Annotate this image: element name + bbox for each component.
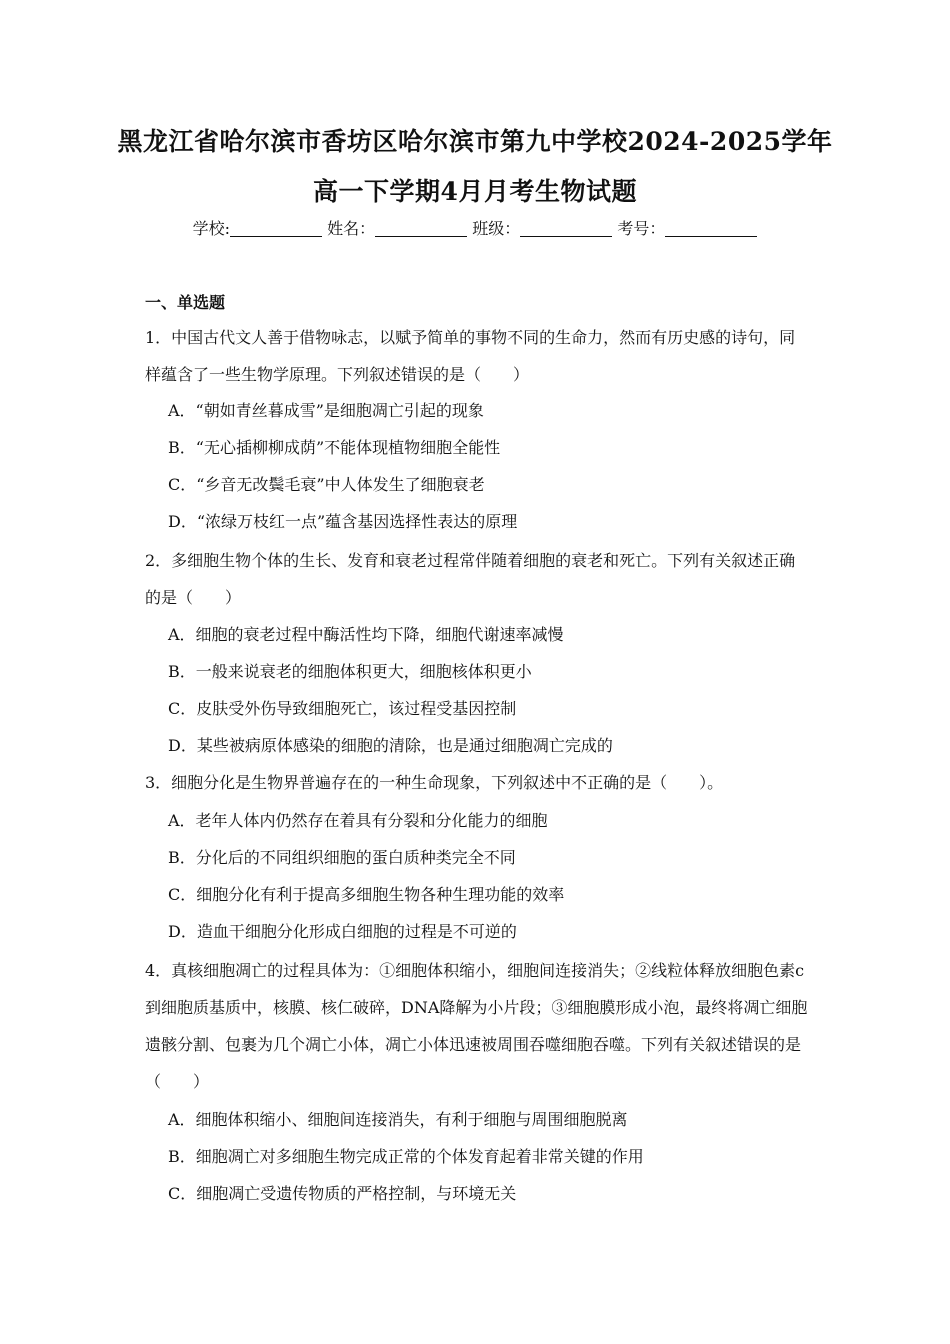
question-2-option-a: A．细胞的衰老过程中酶活性均下降，细胞代谢速率减慢 — [168, 625, 564, 644]
question-4-option-b: B．细胞凋亡对多细胞生物完成正常的个体发育起着非常关键的作用 — [168, 1147, 644, 1166]
question-4-option-c: C．细胞凋亡受遗传物质的严格控制，与环境无关 — [168, 1184, 517, 1203]
question-1-option-b: B．“无心插柳柳成荫”不能体现植物细胞全能性 — [168, 438, 501, 457]
question-1-stem: 1．中国古代文人善于借物咏志，以赋予简单的事物不同的生命力，然而有历史感的诗句，同样蕴含了一些生物学原理。下列叙述错误的是（ ） — [145, 328, 796, 384]
question-4-stem: 4．真核细胞凋亡的过程具体为：①细胞体积缩小，细胞间连接消失；②线粒体释放细胞色素c到细胞质基质中，核膜、核仁破碎，DNA降解为小片段；③细胞膜形成小泡，最终将凋亡细胞遗骸分割、包裹为几个凋亡小体，凋亡小体迅速被周围吞噬细胞吞噬。下列有关叙述错误的是（ ） — [145, 961, 808, 1091]
question-3-option-b: B．分化后的不同组织细胞的蛋白质种类完全不同 — [168, 848, 516, 867]
student-info-line — [0, 216, 950, 239]
name-blank — [375, 220, 467, 237]
question-2-option-d: D．某些被病原体感染的细胞的清除，也是通过细胞凋亡完成的 — [168, 736, 613, 755]
school-label: 学校: — [192, 219, 231, 238]
number-blank — [665, 220, 757, 237]
question-3-stem: 3．细胞分化是生物界普遍存在的一种生命现象，下列叙述中不正确的是（ ）。 — [145, 773, 724, 792]
question-4-option-a: A．细胞体积缩小、细胞间连接消失，有利于细胞与周围细胞脱离 — [168, 1110, 628, 1129]
question-2-stem: 2．多细胞生物个体的生长、发育和衰老过程常伴随着细胞的衰老和死亡。下列有关叙述正确的是（ ） — [145, 551, 796, 607]
question-2-option-c: C．皮肤受外伤导致细胞死亡，该过程受基因控制 — [168, 699, 517, 718]
name-label: 姓名： — [327, 219, 376, 238]
document-title-line-2: 高一下学期4月月考生物试题 — [313, 177, 637, 206]
question-3-option-c: C．细胞分化有利于提高多细胞生物各种生理功能的效率 — [168, 885, 565, 904]
question-3-option-a: A．老年人体内仍然存在着具有分裂和分化能力的细胞 — [168, 811, 548, 830]
number-label: 考号： — [617, 219, 666, 238]
class-label: 班级： — [472, 219, 521, 238]
section-heading: 一、单选题 — [145, 293, 226, 312]
question-3-option-d: D．造血干细胞分化形成白细胞的过程是不可逆的 — [168, 922, 517, 941]
document-title-line-1: 黑龙江省哈尔滨市香坊区哈尔滨市第九中学校2024-2025学年 — [117, 127, 833, 156]
question-1-option-d: D．“浓绿万枝红一点”蕴含基因选择性表达的原理 — [168, 512, 518, 531]
question-1-option-c: C．“乡音无改鬓毛衰”中人体发生了细胞衰老 — [168, 475, 485, 494]
question-2-option-b: B．一般来说衰老的细胞体积更大，细胞核体积更小 — [168, 662, 532, 681]
school-blank — [230, 220, 322, 237]
question-1-option-a: A．“朝如青丝暮成雪”是细胞凋亡引起的现象 — [168, 401, 484, 420]
class-blank — [520, 220, 612, 237]
